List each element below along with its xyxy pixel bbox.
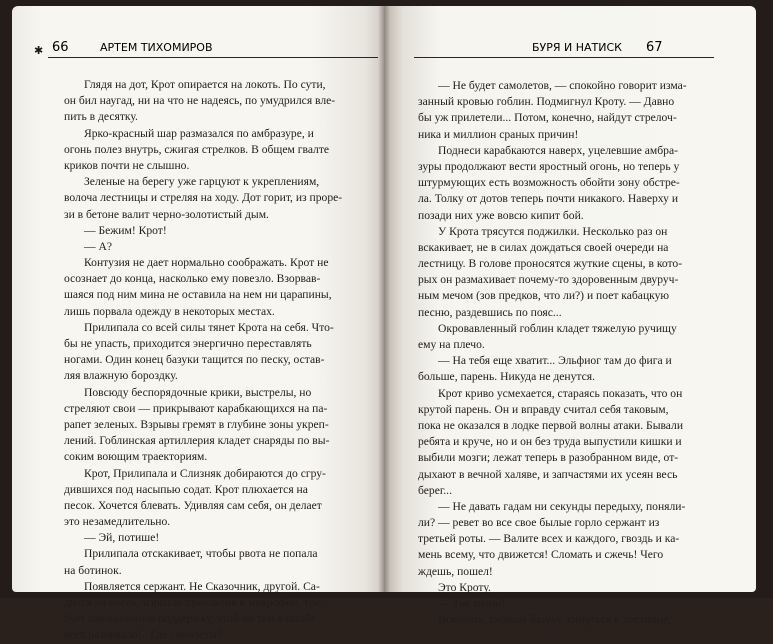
- text-line: соким воющим траекториям.: [64, 450, 208, 464]
- text-line: вскакивает, не в силах дождаться своей очереди на: [418, 240, 669, 254]
- text-line: — Бежим! Крот!: [84, 223, 167, 237]
- text-line: Ярко-красный шар размазался по амбразуре, и: [84, 126, 314, 140]
- text-line: Крот, Прилипала и Слизняк добираются до сгру-: [84, 466, 326, 480]
- text-line: лений. Гоблинская артиллерия кладет снаряды по вы-: [64, 434, 330, 448]
- text-line: ника и миллион сраных причин!: [418, 127, 579, 141]
- text-line: мень всему, что движется! Сломать и сжечь! Чего: [418, 548, 664, 562]
- text-line: ли? — ревет во все свое былые горло сержант из: [418, 516, 660, 530]
- text-line: Зеленые на берегу уже гарцуют к укреплениям,: [84, 175, 320, 189]
- text-line: Появляется сержант. Не Сказочник, другой. Са-: [84, 579, 320, 593]
- left-body-text: [64, 77, 370, 644]
- text-line: стреляют свои — прикрывают карабкающихся на па-: [64, 401, 328, 415]
- text-line: больше, парень. Никуда не денутся.: [418, 370, 596, 384]
- text-line: крутой парень. Он и вправду считал себя таковым,: [418, 402, 669, 416]
- text-line: штурмующих есть возможность обойти зону обстре-: [418, 176, 680, 190]
- text-line: ему на плечо.: [418, 338, 485, 351]
- text-line: Прилипала со всей силы тянет Крота на себя. Что-: [84, 320, 334, 334]
- text-line: Это Кроту.: [438, 580, 491, 594]
- text-line: зуры продолжают вести яростный огонь, но теперь у: [418, 159, 680, 173]
- text-line: на ботинок.: [64, 563, 122, 577]
- text-line: Окровавленный гоблин кладет тяжелую ручищу: [438, 321, 677, 335]
- text-line: ребята и круче, но и он без труда выпустили кишки и: [418, 435, 682, 449]
- text-line: он бил наугад, ни на что не надеясь, по умудрился вле-: [64, 94, 336, 108]
- text-line: ным мечом (зов предков, что ли?) и поет кабацкую: [418, 289, 670, 303]
- running-header-author: АРТЕМ ТИХОМИРОВ: [100, 41, 213, 54]
- text-line: Вскочить, сжимая базуку, кинуться к лестнице,: [438, 613, 671, 627]
- left-page: [12, 6, 384, 642]
- text-line: ждешь, пошел!: [418, 564, 493, 578]
- text-line: криков почти не слышно.: [64, 158, 190, 172]
- text-line: лишь порвала одежду в некоторых местах.: [64, 304, 275, 318]
- page-number: 66: [52, 40, 69, 55]
- text-line: У Крота трясутся поджилки. Несколько раз он: [438, 224, 668, 238]
- text-line: Контузия не дает нормально соображать. Крот не: [84, 256, 329, 270]
- text-line: дившихся под насыпью содат. Крот плюхается на: [64, 482, 308, 496]
- text-line: Поднеси карабкаются наверх, уцелевшие амбра-: [438, 143, 678, 157]
- header-rule: [414, 57, 714, 58]
- text-line: — Не будет самолетов, — спокойно говорит изма-: [438, 79, 687, 92]
- page-number: 67: [646, 40, 663, 55]
- text-line: зи в бетоне валит черно-золотистый дым.: [64, 207, 269, 221]
- star-ornament-icon: ✱: [34, 44, 44, 57]
- book-gutter: [378, 6, 390, 592]
- running-header-title: БУРЯ И НАТИСК: [532, 41, 622, 54]
- text-line: шаяся под ним мина не оставила на нем ни царапины,: [64, 288, 332, 302]
- text-line: рых он размахивает почему-то здоровенным двуруч-: [418, 273, 679, 287]
- right-page: [384, 6, 756, 627]
- text-line: — Не давать гадам ни секунды передыху, поняли-: [438, 499, 686, 513]
- text-line: — На тебя еще хватит... Эльфиог там до фига и: [438, 354, 672, 368]
- text-line: рапет зеленых. Взрывы гремят в глубине зоны укреп-: [64, 417, 329, 431]
- text-line: осознает до конца, насколько ему повезло. Взорвав-: [64, 272, 321, 286]
- text-line: песок. Хочется блевать. Удивляя сам себя, он делает: [64, 498, 322, 512]
- text-line: Крот криво усмехается, стараясь показать, что он: [438, 386, 683, 400]
- text-line: позади них уже вовсю кипит бой.: [418, 208, 584, 222]
- text-line: — Эй, потише!: [84, 531, 160, 545]
- text-line: пить в десятку.: [64, 110, 138, 124]
- text-line: дыхают в вечной халяве, и запчастями их усеян весь: [418, 467, 678, 481]
- text-line: ногами. Один конец базуки тащится по песку, остав-: [64, 353, 325, 367]
- text-line: ляя влажную бороздку.: [64, 369, 178, 383]
- text-line: бует авиационную поддержку, чтоб их там в штабе: [64, 612, 316, 626]
- text-line: третьей роты. — Валите всех и каждого, гвоздь и ка-: [418, 532, 680, 546]
- text-line: — А?: [84, 239, 113, 253]
- text-line: Прилипала отскакивает, чтобы рвота не попала: [84, 547, 318, 561]
- text-line: выбили мозги; лежат теперь в разобранном виде, от-: [418, 451, 679, 465]
- text-line: лестницу. В голове проносятся жуткие сцены, в кото-: [418, 257, 683, 271]
- text-line: берег...: [418, 483, 452, 497]
- text-line: Повсюду беспорядочные крики, выстрелы, но: [84, 385, 312, 399]
- text-line: это незамедлительно.: [64, 515, 171, 529]
- text-line: бы не упасть, приходится энергично переставлять: [64, 337, 312, 350]
- text-line: огонь полез внутрь, сжигая стрелков. В общем гвалте: [64, 142, 330, 156]
- text-line: — Так точно!: [438, 597, 506, 610]
- text-line: песню, раздевшись по пояс...: [418, 305, 562, 319]
- text-line: волоча лестницы и стреляя на ходу. Дот горит, из проре-: [64, 191, 343, 205]
- text-line: Глядя на дот, Крот опирается на локоть. По сути,: [84, 78, 326, 91]
- text-line: бы уж прилетели... Потом, конечно, найдут стрелоч-: [418, 111, 677, 125]
- text-line: всех разорвало!.. Где самолеты?: [64, 628, 223, 642]
- text-line: дится на песок, изрыгая проклятия в микрофон, тре-: [64, 596, 324, 609]
- text-line: пока не оказался в лодке первой волны атаки. Бывали: [418, 418, 684, 432]
- header-rule: [48, 57, 378, 58]
- text-line: ла. Толку от дотов теперь почти никакого. Наверху и: [418, 192, 679, 206]
- right-body-text: [418, 78, 718, 628]
- text-line: занный кровью гоблин. Подмигнул Кроту. — Давно: [418, 95, 675, 109]
